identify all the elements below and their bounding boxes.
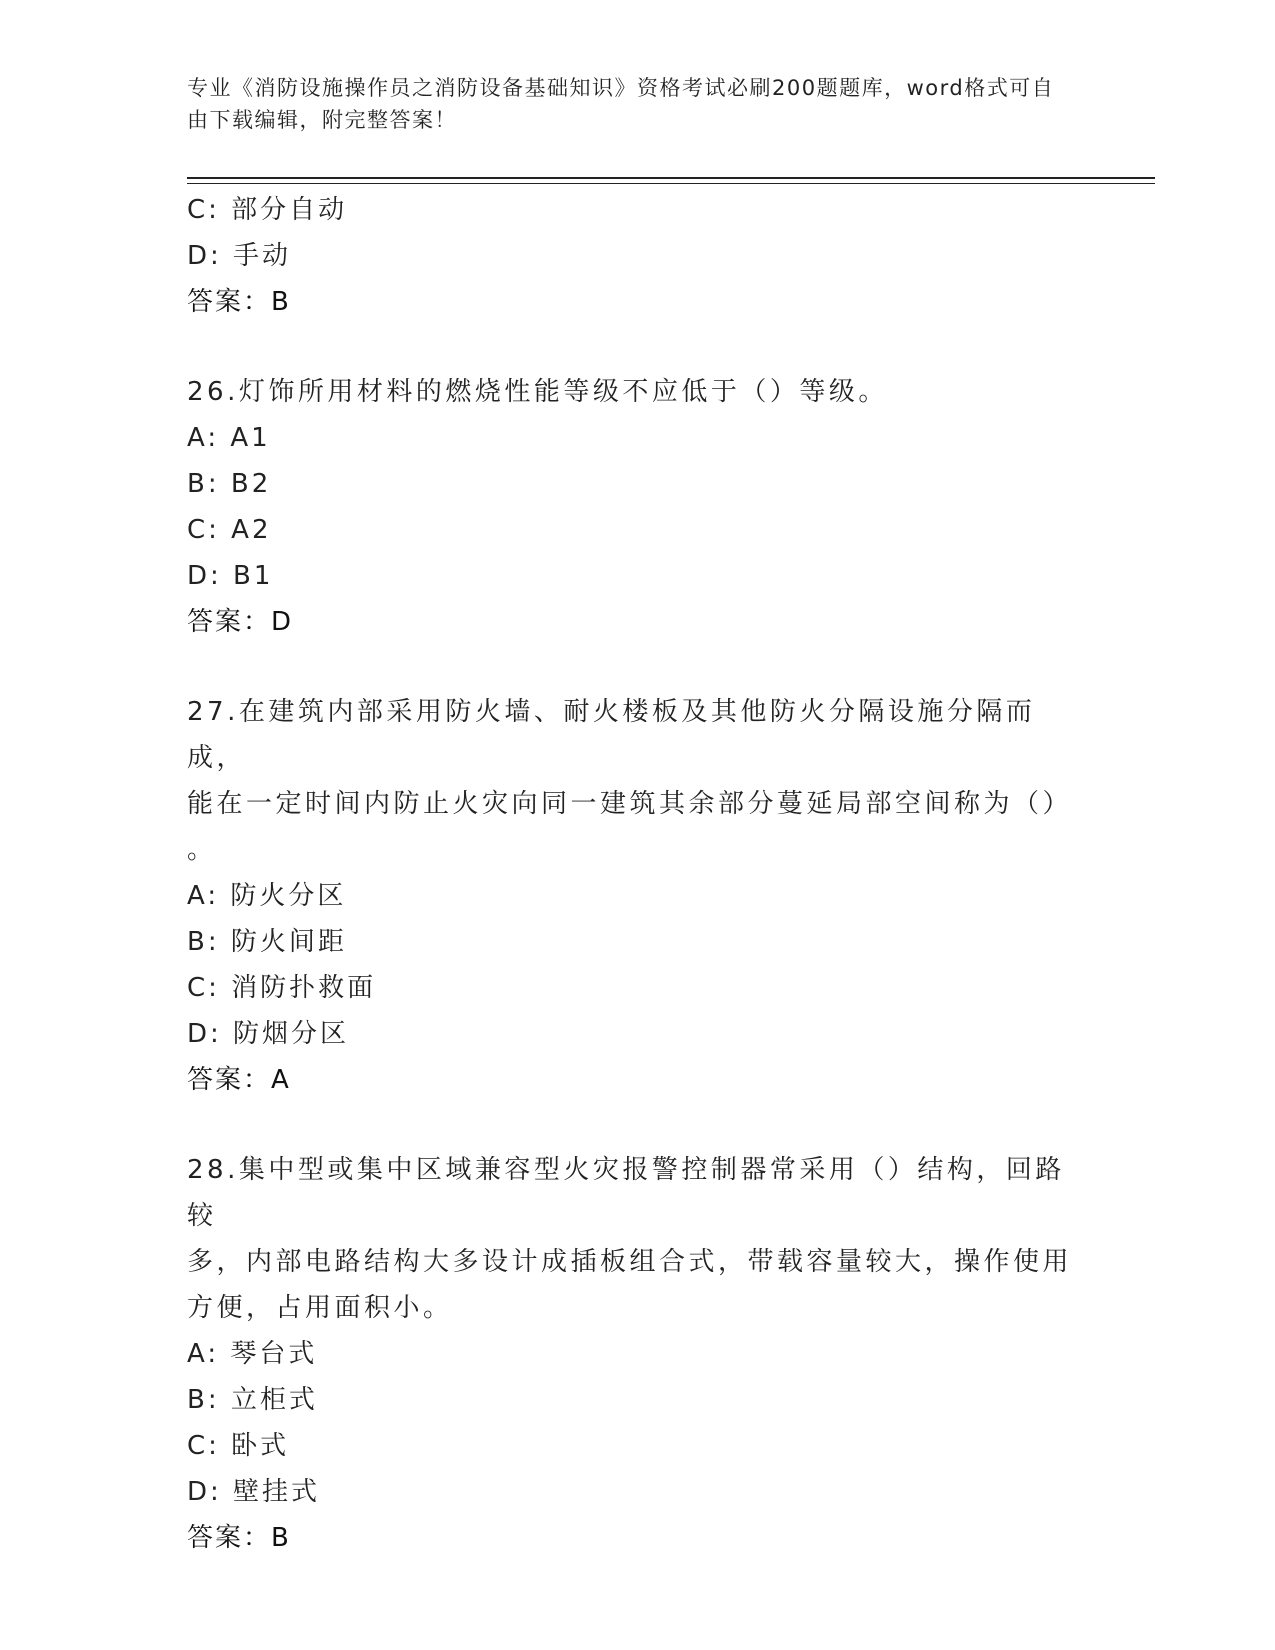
page-header: 专业《消防设施操作员之消防设备基础知识》资格考试必刷200题题库，word格式可自由下载编辑，附完整答案！ — [187, 76, 1055, 132]
header-divider-thin — [187, 183, 1155, 184]
option-c: C: 部分自动 — [187, 195, 348, 225]
question-26 — [187, 369, 1087, 645]
answer-line: 答案：B — [187, 287, 291, 317]
option-b: B: 立柜式 — [187, 1385, 318, 1415]
answer-line: 答案：A — [187, 1065, 291, 1095]
option-d: D: 壁挂式 — [187, 1477, 321, 1507]
option-b: B: 防火间距 — [187, 927, 347, 957]
option-a: A: 防火分区 — [187, 881, 347, 911]
question-25-continuation — [187, 187, 1087, 325]
header-divider-thick — [187, 177, 1155, 179]
option-b: B: B2 — [187, 469, 272, 499]
option-d: D: B1 — [187, 561, 274, 591]
option-a: A: 琴台式 — [187, 1339, 318, 1369]
option-c: C: 消防扑救面 — [187, 973, 377, 1003]
answer-line: 答案：D — [187, 607, 294, 637]
answer-line: 答案：B — [187, 1523, 291, 1553]
option-d: D: 防烟分区 — [187, 1019, 350, 1049]
question-text: 28.集中型或集中区域兼容型火灾报警控制器常采用（）结构，回路较 多，内部电路结构大多设计成插板组合式，带载容量较大，操作使用 方便，占用面积小。 — [187, 1155, 1073, 1323]
option-c: C: 卧式 — [187, 1431, 290, 1461]
question-28 — [187, 1147, 1087, 1561]
question-text: 27.在建筑内部采用防火墙、耐火楼板及其他防火分隔设施分隔而成， 能在一定时间内防止火灾向同一建筑其余部分蔓延局部空间称为（） 。 — [187, 697, 1073, 865]
question-27 — [187, 689, 1087, 1103]
option-a: A: A1 — [187, 423, 271, 453]
question-text: 26.灯饰所用材料的燃烧性能等级不应低于（）等级。 — [187, 377, 888, 407]
option-d: D: 手动 — [187, 241, 292, 271]
option-c: C: A2 — [187, 515, 272, 545]
question-list — [187, 187, 1087, 1561]
